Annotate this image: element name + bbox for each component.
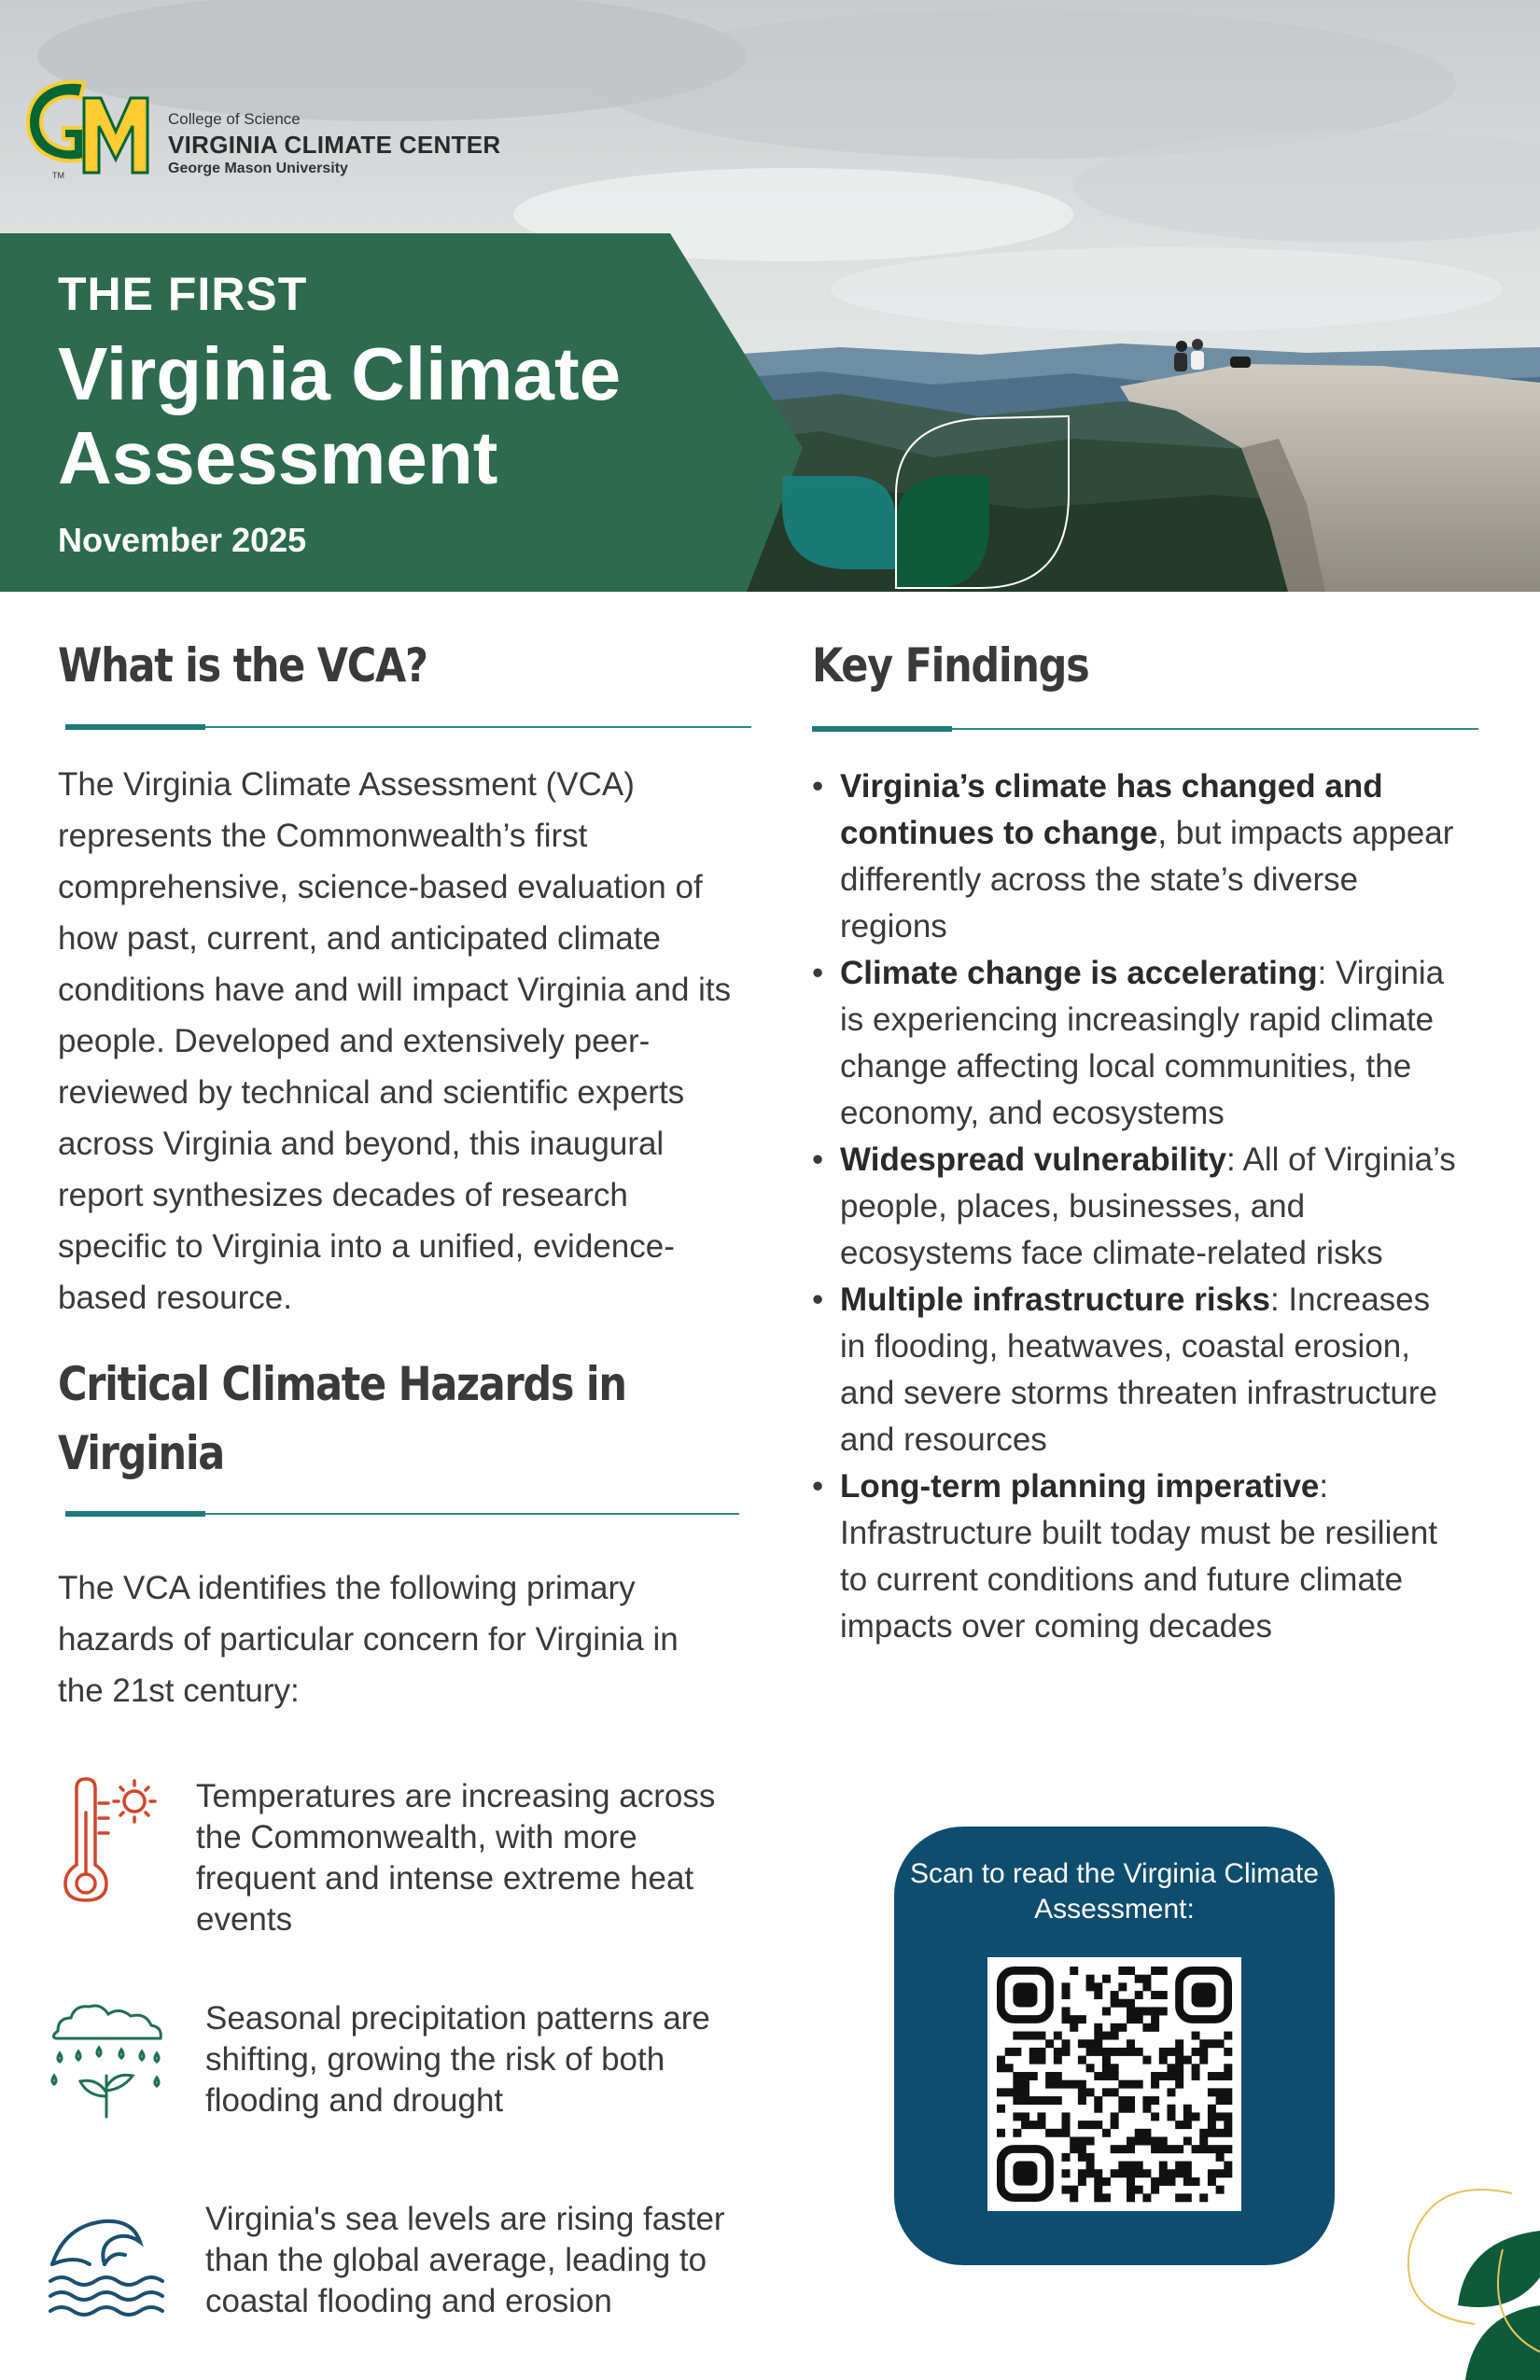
finding-bold: Multiple infrastructure risks	[840, 1281, 1270, 1318]
list-item	[812, 1277, 1456, 1463]
leaf-decoration-icon	[1372, 2137, 1540, 2380]
hero-banner	[0, 0, 1540, 592]
gmu-monogram-icon	[19, 70, 159, 182]
finding-bold: Widespread vulnerability	[840, 1141, 1226, 1178]
ocean-wave-icon	[47, 2206, 168, 2318]
finding-rest: : Virginia is experiencing increasingly rapid climate change affecting local communities, the economy, and ecosystems	[840, 955, 1445, 1131]
finding-rest: : All of Virginia’s people, places, businesses, and ecosystems face climate-related risks	[840, 1141, 1456, 1271]
qr-code-icon	[987, 1957, 1241, 2211]
hazard-text-precipitation: Seasonal precipitation patterns are shifting, growing the risk of both flooding and drought	[205, 2000, 710, 2119]
hazard-text-sea-level: Virginia's sea levels are rising faster than the global average, leading to coastal flooding and erosion	[205, 2201, 725, 2319]
hero-eyebrow: THE FIRST	[58, 268, 308, 320]
svg-text:TM: TM	[52, 171, 64, 180]
hazard-text-heat: Temperatures are increasing across the Commonwealth, with more frequent and intense extreme heat events	[196, 1778, 716, 1938]
qr-caption: Scan to read the Virginia Climate Assessment:	[909, 1858, 1320, 1925]
findings-list	[812, 763, 1456, 1650]
finding-rest: , but impacts appear differently across the state’s diverse regions	[840, 815, 1454, 945]
findings-heading: Key Findings	[812, 638, 1089, 693]
list-item	[812, 950, 1456, 1137]
hero-title-line1: Virginia Climate	[58, 332, 622, 415]
hero-title-block	[58, 267, 621, 500]
list-item	[812, 763, 1456, 950]
gmu-logo	[19, 70, 504, 182]
hazards-heading	[58, 1350, 626, 1488]
finding-rest: : Infrastructure built today must be resilient to current conditions and future climate impacts over coming decades	[840, 1468, 1438, 1645]
list-item	[812, 1463, 1456, 1650]
hazards-heading-rule	[65, 1513, 739, 1515]
qr-code[interactable]	[987, 1957, 1241, 2211]
qr-card	[894, 1827, 1335, 2265]
hazards-heading-line2: Virginia	[58, 1426, 225, 1480]
finding-bold: Virginia’s climate has changed and continues to change	[840, 768, 1383, 851]
logo-center: VIRGINIA CLIMATE CENTER	[168, 131, 501, 159]
hero-title-line2: Assessment	[58, 416, 498, 499]
rain-cloud-plant-icon	[47, 1999, 168, 2121]
what-heading-rule	[65, 726, 751, 728]
hazards-intro: The VCA identifies the following primary hazards of particular concern for Virginia in the 21st century:	[58, 1570, 679, 1709]
hazards-heading-line1: Critical Climate Hazards in	[58, 1357, 626, 1411]
what-heading: What is the VCA?	[58, 638, 427, 693]
finding-rest: : Increases in flooding, heatwaves, coastal erosion, and severe storms threaten infrastructure and resources	[840, 1281, 1438, 1458]
list-item	[812, 1137, 1456, 1277]
finding-bold: Climate change is accelerating	[840, 955, 1318, 991]
findings-heading-rule	[812, 728, 1478, 730]
what-body: The Virginia Climate Assessment (VCA) represents the Commonwealth’s first comprehensive, science-based evaluation of how past, current, and anticipated climate conditions have and will impact Virginia and its people. Developed and extensively peer-reviewed by technical and scientific experts across Virginia and beyond, this inaugural report synthesizes decades of research specific to Virginia into a unified, evidence-based resource.	[58, 766, 732, 1316]
logo-university: George Mason University	[168, 161, 348, 176]
hero-date: November 2025	[58, 521, 307, 559]
logo-college: College of Science	[168, 110, 301, 128]
thermometer-sun-icon	[56, 1775, 159, 1906]
finding-bold: Long-term planning imperative	[840, 1468, 1320, 1505]
